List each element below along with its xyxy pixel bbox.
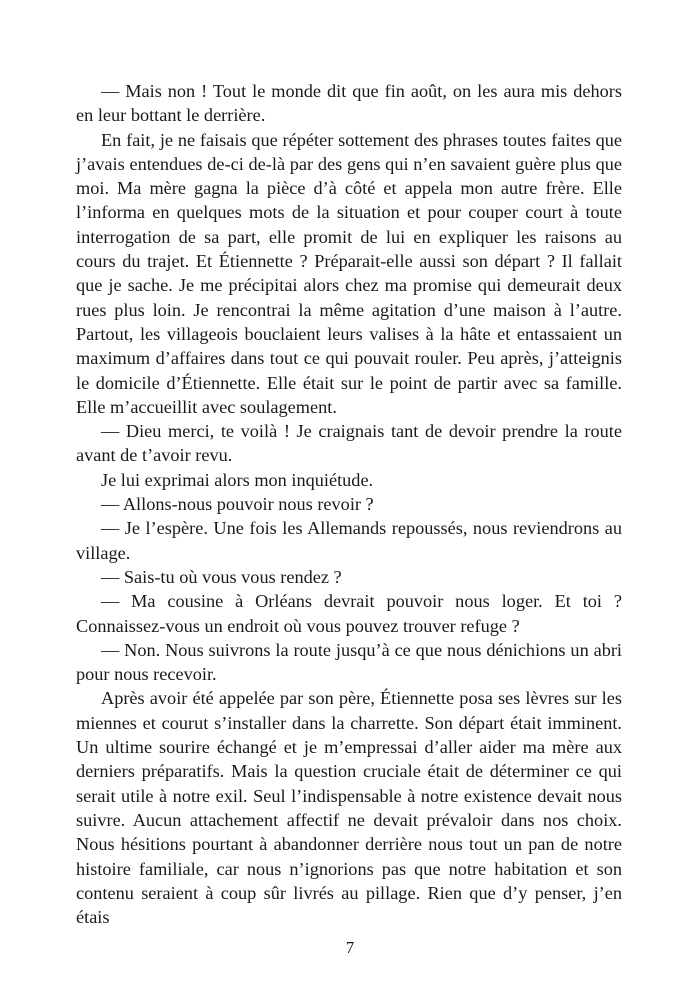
paragraph: Après avoir été appelée par son père, Étiennette posa ses lèvres sur les miennes et courut s’installer dans la charrette. Son départ était imminent. Un ultime sourire échangé et je m’empressai d’aller aider ma mère aux derniers préparatifs. Mais la question cruciale était de déterminer ce qui serait utile à notre exil. Seul l’indispensable à notre existence devait nous suivre. Aucun attachement affectif ne devait prévaloir dans nos choix. Nous hésitions pourtant à abandonner derrière nous tout un pan de notre histoire familiale, car nous n’ignorions pas que notre habitation et son contenu seraient à coup sûr livrés au pillage. Rien que d’y penser, j’en étais bbox=[76, 688, 622, 928]
paragraph: — Ma cousine à Orléans devrait pouvoir nous loger. Et toi ? Connaissez-vous un endroit où vous pouvez trouver refuge ? bbox=[76, 591, 622, 636]
paragraph: — Mais non ! Tout le monde dit que fin août, on les aura mis dehors en leur bottant le derrière. bbox=[76, 81, 622, 126]
paragraph: En fait, je ne faisais que répéter sottement des phrases toutes faites que j’avais entendues de-ci de-là par des gens qui n’en savaient guère plus que moi. Ma mère gagna la pièce d’à côté et appela mon autre frère. Elle l’informa en quelques mots de la situation et pour couper court à toute interrogation de sa part, elle promit de lui en expliquer les raisons au cours du trajet. Et Étiennette ? Préparait-elle aussi son départ ? Il fallait que je sache. Je me précipitai alors chez ma promise qui demeurait deux rues plus loin. Je rencontrai la même agitation d’une maison à l’autre. Partout, les villageois bouclaient leurs valises à la hâte et entassaient un maximum d’affaires dans tout ce qui pouvait rouler. Peu après, j’atteignis le domicile d’Étiennette. Elle était sur le point de partir avec sa famille. Elle m’accueillit avec soulagement. bbox=[76, 129, 622, 417]
paragraph: — Non. Nous suivrons la route jusqu’à ce que nous dénichions un abri pour nous recevoir. bbox=[76, 639, 622, 685]
page-number: 7 bbox=[345, 938, 355, 957]
page-body bbox=[76, 79, 622, 929]
paragraph: — Sais-tu où vous vous rendez ? bbox=[101, 566, 342, 587]
paragraph: — Allons-nous pouvoir nous revoir ? bbox=[101, 494, 374, 515]
paragraph: Je lui exprimai alors mon inquiétude. bbox=[101, 469, 374, 490]
paragraph: — Je l’espère. Une fois les Allemands repoussés, nous reviendrons au village. bbox=[76, 518, 622, 563]
paragraph: — Dieu merci, te voilà ! Je craignais tant de devoir prendre la route avant de t’avoir revu. bbox=[76, 421, 622, 466]
